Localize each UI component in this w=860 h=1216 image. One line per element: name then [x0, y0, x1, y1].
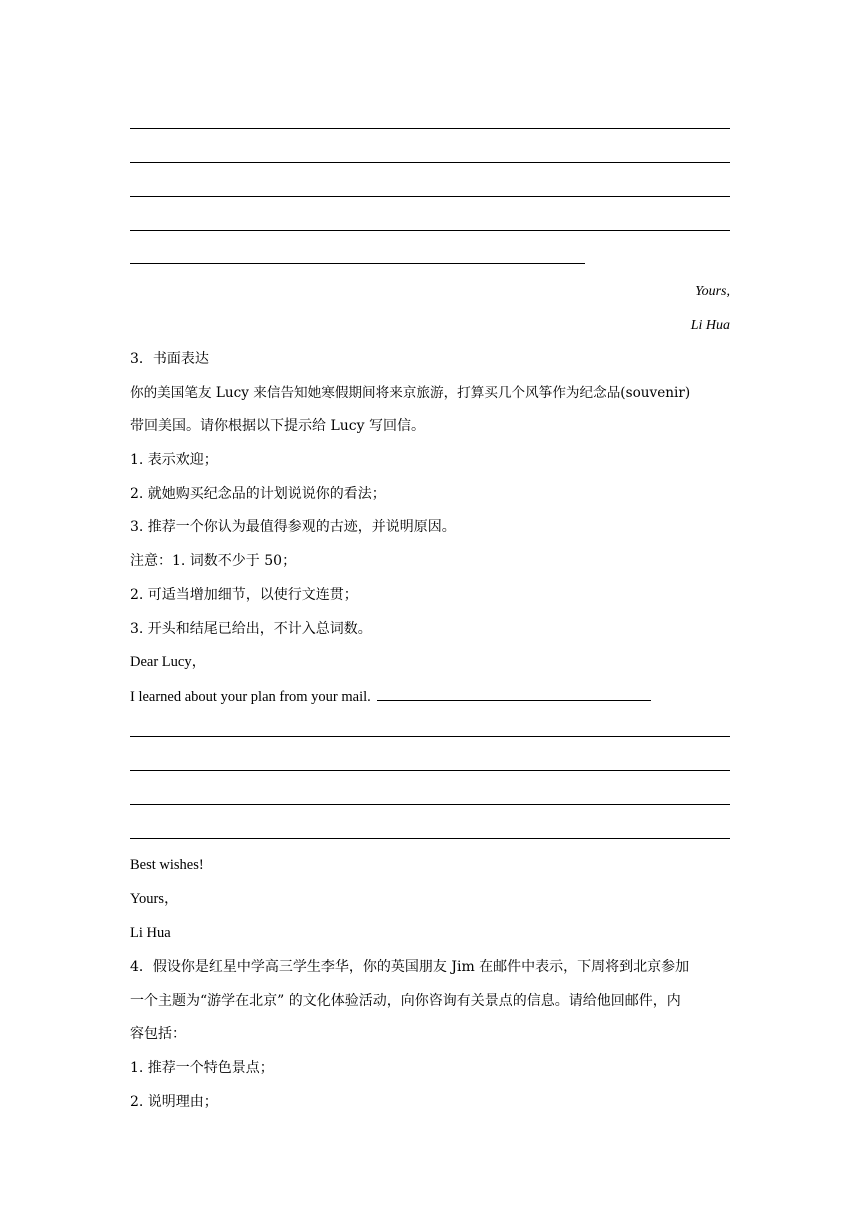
q3-note-2: 2. 可适当增加细节，以使行文连贯；: [130, 587, 358, 603]
q4-line2: 一个主题为“游学在北京” 的文化体验活动，向你咨询有关景点的信息。请给他回邮件，内: [130, 993, 681, 1009]
q3-point-1: 1. 表示欢迎；: [130, 452, 218, 468]
answer-line: [130, 804, 730, 805]
signature-li-hua: Li Hua: [690, 318, 730, 333]
answer-line: [130, 230, 730, 231]
q3-opening-sentence: I learned about your plan from your mail.: [130, 689, 371, 705]
q4-point-1: 1. 推荐一个特色景点；: [130, 1060, 274, 1076]
answer-line: [130, 838, 730, 839]
answer-blank: [377, 686, 651, 701]
q3-prompt-line1: 你的美国笔友 Lucy 来信告知她寒假期间将来京旅游，打算买几个风筝作为纪念品(souvenir): [130, 385, 691, 401]
q3-point-2: 2. 就她购买纪念品的计划说说你的看法；: [130, 486, 386, 502]
q3-prompt-line2: 带回美国。请你根据以下提示给 Lucy 写回信。: [130, 418, 425, 434]
answer-line: [130, 770, 730, 771]
q3-opening-line: [130, 686, 730, 707]
q4-point-2: 2. 说明理由；: [130, 1094, 218, 1110]
q3-signature: Li Hua: [130, 925, 171, 941]
q4-line1: 4．假设你是红星中学高三学生李华，你的英国朋友 Jim 在邮件中表示，下周将到北京参加: [130, 959, 690, 975]
q3-note-3: 3. 开头和结尾已给出，不计入总词数。: [130, 621, 372, 637]
answer-line: [130, 196, 730, 197]
q3-point-3: 3. 推荐一个你认为最值得参观的古迹，并说明原因。: [130, 519, 456, 535]
q3-heading: 3．书面表达: [130, 351, 209, 367]
q3-note-1: 注意：1. 词数不少于 50；: [130, 553, 297, 569]
q4-line3: 容包括：: [130, 1026, 186, 1042]
q3-best-wishes: Best wishes!: [130, 857, 204, 873]
answer-line: [130, 736, 730, 737]
q3-closing: Yours，: [130, 891, 179, 907]
closing-yours: Yours,: [695, 284, 730, 299]
q3-greeting: Dear Lucy，: [130, 654, 207, 670]
answer-line: [130, 128, 730, 129]
answer-line: [130, 162, 730, 163]
answer-line: [130, 263, 585, 264]
